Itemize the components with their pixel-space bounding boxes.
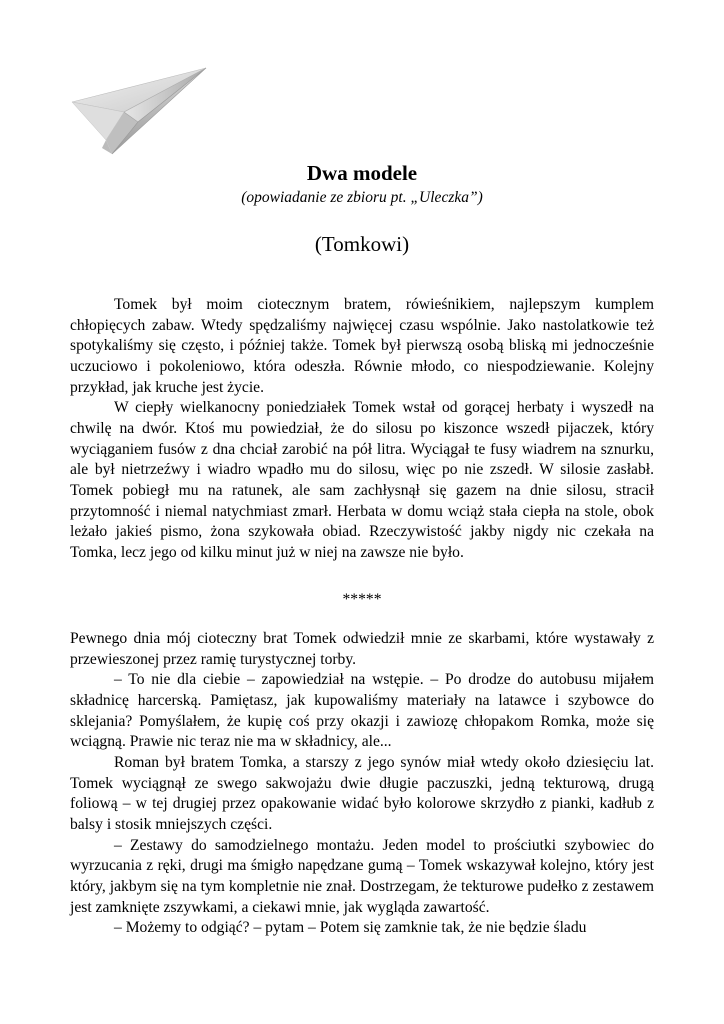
dedication: (Tomkowi) — [314, 232, 410, 256]
paragraph: Tomek był moim ciotecznym bratem, rówieśnikiem, najlepszym kumplem chłopięcych zabaw. Wtedy spędzaliśmy najwięcej czasu wspólnie. Jako nastolatkowie też spotykaliśmy się często, i później także. Tomek był pierwszą osobą bliską mi jednocześnie uczuciowo i pokoleniowo, która odeszła. Równie młodo, co niespodziewanie. Kolejny przykład, jak kruche jest życie. — [70, 296, 654, 396]
paper-plane-illustration — [66, 62, 208, 162]
section-separator: ***** — [342, 591, 382, 608]
paragraph: Roman był bratem Tomka, a starszy z jego synów miał wtedy około dziesięciu lat. Tomek wyciągnął ze swego sakwojażu dwie długie paczuszki, jedną tekturową, drugą foliową – w tej drugiej przez opakowanie widać było kolorowe skrzydło z pianki, kadłub z balsy i stosik mniejszych części. — [70, 753, 654, 833]
paragraph: W ciepły wielkanocny poniedziałek Tomek wstał od gorącej herbaty i wyszedł na chwilę na dwór. Ktoś mu powiedział, że do silosu po kiszonce wszedł pijaczek, który wyciąganiem fusów z dna chciał zarobić na pół litra. Wyciągał te fusy wiadrem na sznurku, ale był nietrzeźwy i wiadro wpadło mu do silosu, więc po nie zszedł. W silosie zasłabł. Tomek pobiegł mu na ratunek, ale sam zachłysnął się gazem na dnie silosu, stracił przytomność i niemal natychmiast zmarł. Herbata w domu wciąż stała ciepła na stole, obok leżało jakieś pismo, żona szykowała obiad. Rzeczywistość jakby nigdy nic czekała na Tomka, lecz jego od kilku minut już w niej na zawsze nie było. — [70, 399, 654, 561]
paragraph: Pewnego dnia mój cioteczny brat Tomek odwiedził mnie ze skarbami, które wystawały z przewieszonej przez ramię turystycznej torby. — [70, 630, 654, 668]
story-section-1 — [70, 295, 654, 564]
story-section-2 — [70, 629, 654, 939]
paragraph: – Zestawy do samodzielnego montażu. Jeden model to prościutki szybowiec do wyrzucania z ręki, drugi ma śmigło napędzane gumą – Tomek wskazywał kolejno, który jest który, jakbym się na tym kompletnie nie znał. Dostrzegam, że tekturowe pudełko z zestawem jest zamknięte zszywkami, a ciekawi mnie, jak wygląda zawartość. — [70, 836, 654, 916]
story-subtitle: (opowiadanie ze zbioru pt. „Uleczka”) — [241, 189, 483, 206]
paragraph: – Możemy to odgiąć? – pytam – Potem się zamknie tak, że nie będzie śladu — [114, 919, 587, 937]
paragraph: – To nie dla ciebie – zapowiedział na wstępie. – Po drodze do autobusu mijałem składnicę harcerską. Pamiętasz, jak kupowaliśmy materiały na latawce i szybowce do sklejania? Pomyślałem, że kupię coś przy okazji i zawiozę chłopakom Romka, może się wciągną. Prawie nic teraz nie ma w składnicy, ale... — [70, 671, 654, 751]
story-title: Dwa modele — [306, 161, 418, 185]
